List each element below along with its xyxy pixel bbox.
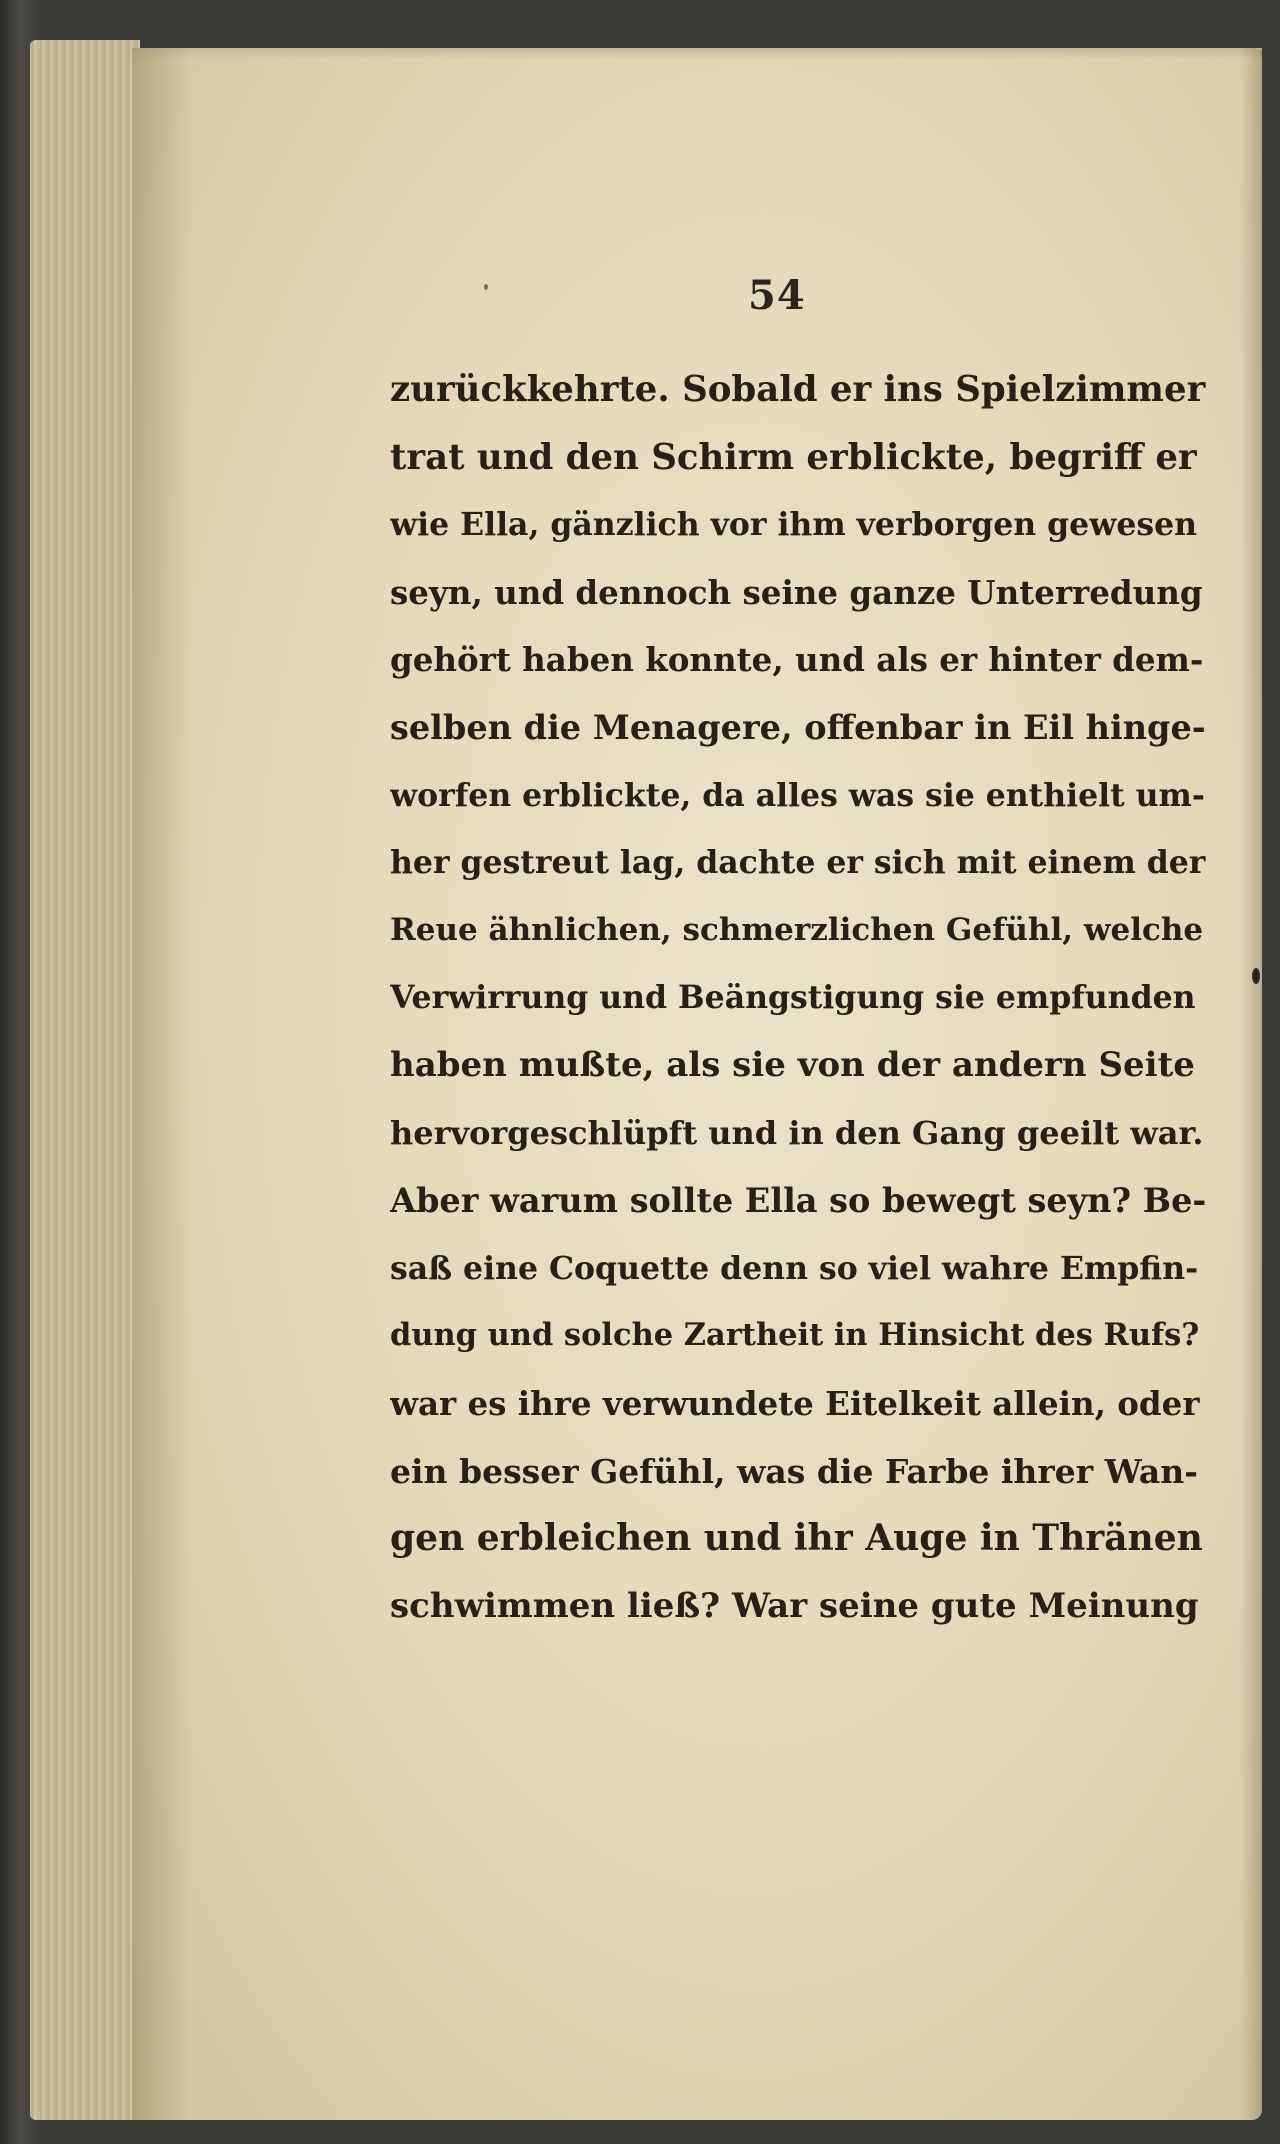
page-right-edge (1240, 48, 1262, 2120)
text-line: Reue ähnlichen, schmerzlichen Gefühl, welche (390, 911, 1204, 948)
text-line: trat und den Schirm erblickte, begriff er (390, 436, 1197, 478)
text-line: schwimmen ließ? War seine gute Meinung (390, 1585, 1199, 1626)
text-line: wie Ella, gänzlich vor ihm verborgen gewesen (390, 506, 1198, 544)
text-line: worfen erblickte, da alles was sie enthielt um- (390, 776, 1205, 814)
text-line: gen erbleichen und ihr Auge in Thränen (390, 1517, 1203, 1560)
ink-speck (484, 284, 488, 290)
text-line: war es ihre verwundete Eitelkeit allein, oder (390, 1383, 1200, 1423)
text-line: seyn, und dennoch seine ganze Unterredung (390, 572, 1203, 612)
text-line: Verwirrung und Beängstigung sie empfunden (390, 979, 1196, 1017)
text-line: haben mußte, als sie von der andern Seite (390, 1044, 1195, 1085)
page-top-shade (132, 48, 1262, 60)
ink-speck (1252, 968, 1260, 984)
text-line: saß eine Coquette denn so viel wahre Empfin- (390, 1249, 1199, 1287)
text-line: hervorgeschlüpft und in den Gang geeilt war. (390, 1113, 1204, 1152)
text-line: Aber warum sollte Ella so bewegt seyn? Be- (390, 1181, 1206, 1221)
text-line: selben die Menagere, offenbar in Eil hinge- (390, 707, 1206, 747)
text-line: gehört haben konnte, und als er hinter dem- (390, 640, 1204, 680)
text-line: dung und solche Zartheit in Hinsicht des Rufs? (390, 1317, 1200, 1354)
gutter-shadow (132, 48, 192, 2120)
text-line: her gestreut lag, dachte er sich mit einem der (390, 844, 1206, 882)
text-line: ein besser Gefühl, was die Farbe ihrer Wan- (390, 1451, 1198, 1491)
page-edges (30, 40, 140, 2120)
text-line: zurückkehrte. Sobald er ins Spielzimmer (390, 369, 1206, 410)
body-text (390, 356, 1206, 1640)
page-number: 54 (748, 272, 806, 319)
